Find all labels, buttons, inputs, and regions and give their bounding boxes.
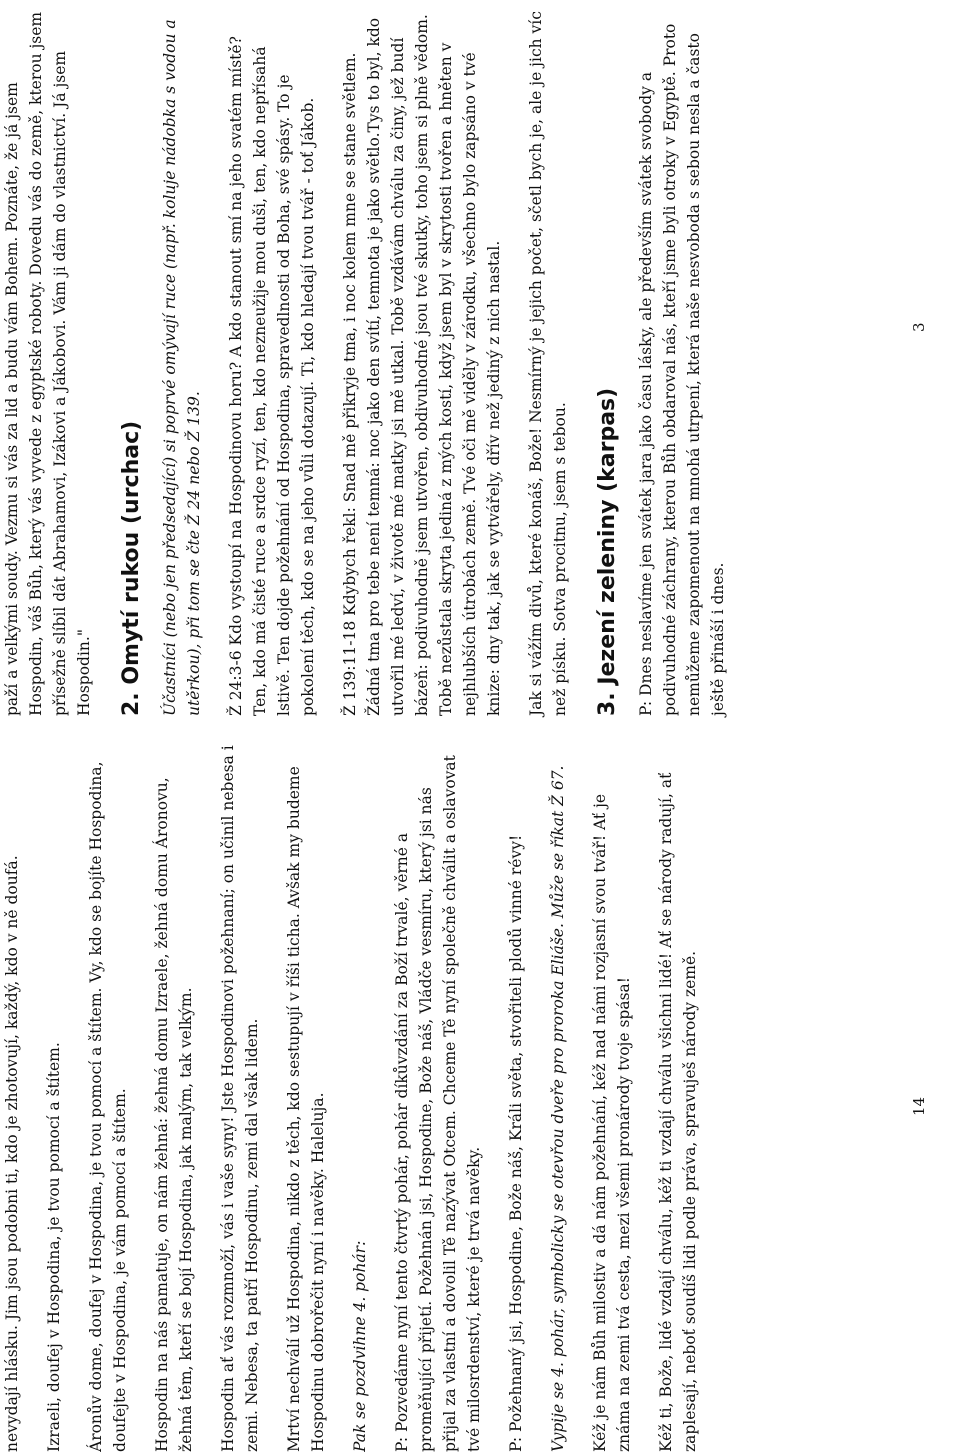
paragraph: Mrtví nechválí už Hospodina, nikdo z těch, kdo sestupují v říši ticha. Avšak my budeme Hospodinu dobrořečit nyní i navěky. Haleluja. (285, 766, 327, 1452)
left-page (0, 742, 720, 1452)
paragraph: nevydají hlásku. Jim jsou podobni ti, kdo je zhotovují, každý, kdo v ně doufá. (3, 855, 21, 1452)
page-number: 3 (910, 322, 928, 332)
paragraph: Kéž je nám Bůh milostiv a dá nám požehnání, kéž nad námi rozjasní svou tvář! Ať je známa na zemi tvá cesta, mezi všemi pronárody tvoje spása! (591, 793, 633, 1452)
paragraph: Hospodin ať vás rozmnoží, vás i vaše syny! Jste Hospodinovi požehnaní; on učinil nebesa i zemi. Nebesa, ta patří Hospodinu, zemi dal však lidem. (219, 745, 261, 1452)
section-heading: 2. Omytí rukou (urchac) (119, 420, 144, 716)
instruction: Pak se pozdvihne 4. pohár: (351, 1240, 369, 1452)
section-heading: 3. Jezení zeleniny (karpas) (595, 387, 620, 716)
page-number: 14 (910, 1096, 928, 1116)
paragraph: P: Pozvedáme nyní tento čtvrtý pohár, pohár díkůvzdání za Boží trvalé, věrné a proměňující přijetí. Požehnán jsi, Hospodine, Bože náš, Vládče vesmíru, který jsi nás přijal za vlastní a dovolil Tě nazývat Otcem. Chceme Tě nyní společně chválit a oslavovat tvé milosrdenství, které je trvá navěky. (393, 755, 483, 1452)
right-page (0, 6, 748, 716)
paragraph: Kéž ti, Bože, lidé vzdají chválu, kéž ti vzdají chválu všichni lidé! Ať se národy radují, ať zaplesají, neboť soudíš lidi podle práva, spravuješ národy země. (657, 772, 699, 1452)
instruction: Účastníci (nebo jen předsedající) si poprvé omývají ruce (např. koluje nádobka s vodou a utěrkou), při tom se čte Ž 24 nebo Ž 139. (161, 19, 203, 716)
psalm-24: Ž 24:3-6 Kdo vystoupí na Hospodinovu horu? A kdo stanout smí na jeho svatém místě? Ten, kdo má čisté ruce a srdce ryzí, ten, kdo nezneužije mou duši, ten, kdo nepřísahá lstivě. Ten dojde požehnání od Hospodina, spravedlnosti od Boha, své spásy. To je pokolení těch, kdo se na jeho vůli dotazují. Ti, kdo hledají tvou tvář - toť Jákob. (227, 36, 317, 716)
paragraph: Izraeli, doufej v Hospodina, je tvou pomocí a štítem. (45, 1042, 63, 1452)
paragraph: Áronův dome, doufej v Hospodina, je tvou pomocí a štítem. Vy, kdo se bojíte Hospodina, doufejte v Hospodina, je vám pomocí a štítem. (87, 761, 129, 1452)
instruction: Vypije se 4. pohár, symbolicky se otevřou dveře pro proroka Eliáše. Může se říkat Ž 67. (549, 765, 567, 1452)
psalm-139: Ž 139:11-18 Kdybych řekl: Snad mě přikryje tma, i noc kolem mne se stane světlem. Žádná tma pro tebe není temná: noc jako den svítí, temnota je jako světlo.Tys to byl, kdo utvořil mé ledví, v životě mé matky jsi mě utkal. Tobě vzdávám chválu za činy, jež budí bázeň: podivuhodně jsem utvořen, obdivuhodné jsou tvé skutky, toho jsem si plně vědom. Tobě nezůstala skryta jediná z mých kostí, když jsem byl v skrytosti tvořen a hněten v nejhlubších útrobách země. Tvé oči mě viděly v zárodku, všechno bylo zapsáno v tvé knize: dny tak, jak se vytvářely, dřív než jediný z nich nastal. (341, 14, 503, 716)
paragraph: P: Požehnaný jsi, Hospodine, Bože náš, Králi světa, stvořiteli plodů vinné révy! (507, 834, 525, 1452)
paragraph: Hospodin na nás pamatuje, on nám žehná: žehná domu Izraele, žehná domu Áronovu, žehná těm, kteří se bojí Hospodina, jak malým, tak velkým. (153, 777, 195, 1452)
paragraph: P: Dnes neslavíme jen svátek jara jako času lásky, ale především svátek svobody a podivuhodné záchrany, kterou Bůh obdaroval nás, kteří jsme byli otroky v Egyptě. Proto nemůžeme zapomenout na mnohá utrpení, která naše nesvoboda s sebou nesla a často ještě přináší i dnes. (637, 23, 727, 716)
paragraph: paží a velkými soudy. Vezmu si vás za lid a budu vám Bohem. Poznáte, že já jsem Hospodin, váš Bůh, který vás vyvede z egyptské roboty. Dovedu vás do země, kterou jsem přísežně slíbil dát Abrahamovi, Izákovi a Jákobovi. Vám ji dám do vlastnictví. Já jsem Hospodin." (3, 11, 93, 716)
paragraph: Jak si vážím divů, které konáš, Bože! Nesmírný je jejich počet, sčetl bych je, ale je jich víc než písku. Sotva procitnu, jsem s tebou. (527, 11, 569, 716)
